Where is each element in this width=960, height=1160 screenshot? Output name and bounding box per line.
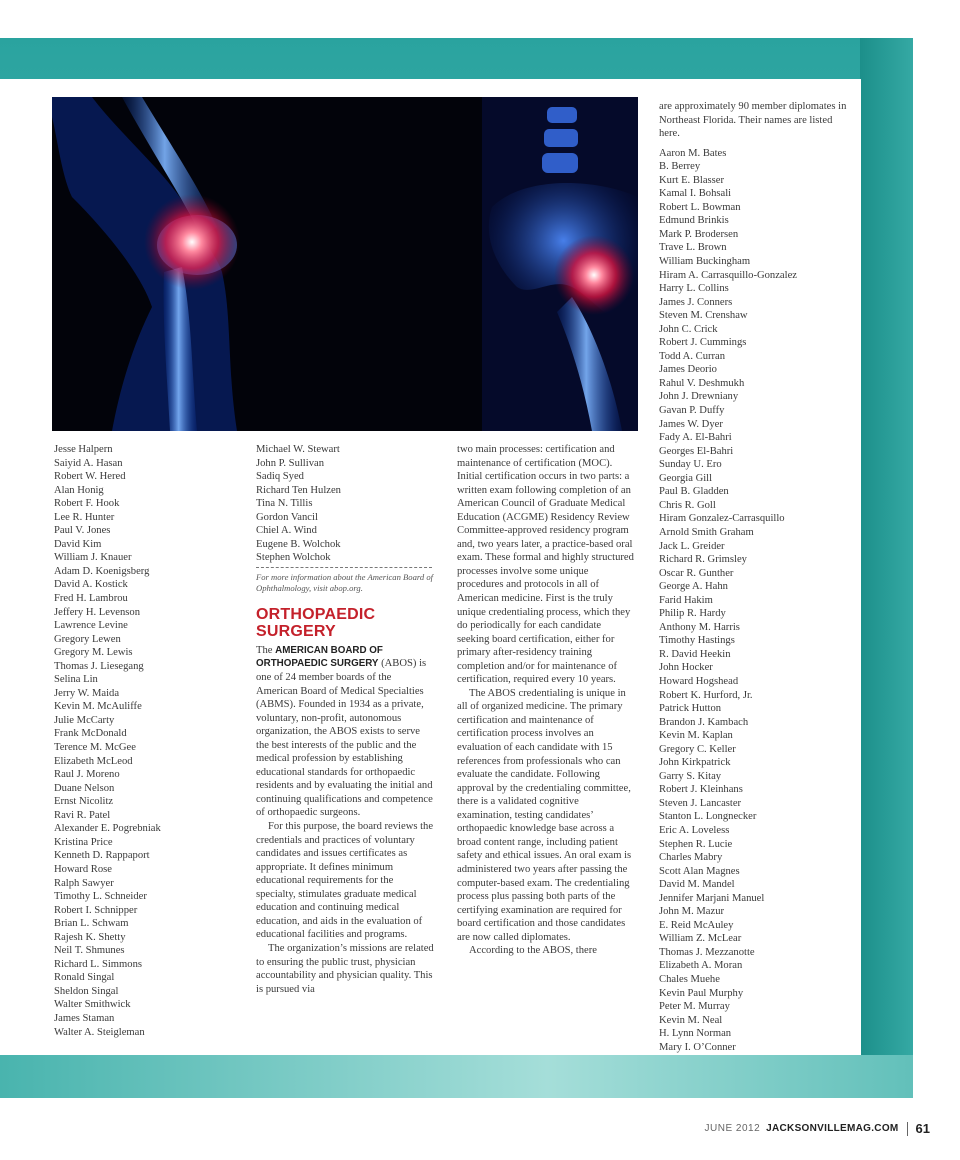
- name-entry: Jennifer Marjani Manuel: [659, 892, 765, 904]
- name-entry: Paul V. Jones: [54, 525, 111, 537]
- name-entry: David Kim: [54, 538, 102, 550]
- names-list: [659, 147, 854, 1055]
- name-entry: Timothy L. Schneider: [54, 891, 147, 903]
- name-entry: Sunday U. Ero: [659, 459, 722, 471]
- name-entry: Chris R. Goll: [659, 499, 716, 511]
- name-entry: B. Berrey: [659, 161, 701, 173]
- name-entry: Chiel A. Wind: [256, 525, 317, 537]
- name-entry: Ronald Singal: [54, 972, 115, 984]
- name-entry: Fred H. Lambrou: [54, 593, 128, 605]
- name-entry: Jeffery H. Levenson: [54, 606, 140, 618]
- name-entry: Gregory Lewen: [54, 633, 121, 645]
- name-entry: Tina N. Tillis: [256, 498, 313, 510]
- names-list: [256, 443, 434, 565]
- name-entry: Stephen Wolchok: [256, 552, 331, 564]
- name-entry: Kenneth D. Rappaport: [54, 850, 150, 862]
- name-entry: Farid Hakim: [659, 594, 713, 606]
- name-entry: Alexander E. Pogrebniak: [54, 823, 161, 835]
- name-entry: Ralph Sawyer: [54, 877, 114, 889]
- name-entry: Trave L. Brown: [659, 242, 727, 254]
- page-footer: [705, 1121, 930, 1136]
- name-entry: William Buckingham: [659, 256, 751, 268]
- name-entry: Robert J. Cummings: [659, 337, 747, 349]
- name-entry: Kurt E. Blasser: [659, 174, 725, 186]
- name-entry: Gavan P. Duffy: [659, 405, 725, 417]
- name-entry: Elizabeth McLeod: [54, 755, 133, 767]
- name-entry: Robert F. Hook: [54, 498, 120, 510]
- name-entry: Charles Mabry: [659, 852, 723, 864]
- name-entry: Stephen R. Lucie: [659, 838, 733, 850]
- name-entry: John Kirkpatrick: [659, 757, 731, 769]
- name-entry: Raul J. Moreno: [54, 769, 120, 781]
- name-entry: Thomas J. Liesegang: [54, 660, 144, 672]
- name-entry: James Deorio: [659, 364, 717, 376]
- name-entry: Howard Rose: [54, 863, 112, 875]
- name-entry: Kevin M. Kaplan: [659, 730, 733, 742]
- heading-line-2: SURGERY: [256, 622, 336, 640]
- name-entry: Neil T. Shmunes: [54, 945, 125, 957]
- name-entry: Georges El-Bahri: [659, 445, 734, 457]
- name-entry: Stanton L. Longnecker: [659, 811, 757, 823]
- name-entry: Ravi R. Patel: [54, 809, 111, 821]
- name-entry: Garry S. Kitay: [659, 770, 722, 782]
- name-entry: Kamal I. Bohsali: [659, 188, 732, 200]
- name-entry: Georgia Gill: [659, 472, 713, 484]
- name-entry: Peter M. Murray: [659, 1001, 730, 1013]
- more-info-note: For more information about the American Board of Ophthalmology, visit abop.org.: [256, 571, 434, 594]
- heading-line-1: ORTHOPAEDIC: [256, 605, 376, 623]
- name-entry: Brandon J. Kambach: [659, 716, 749, 728]
- name-entry: Jesse Halpern: [54, 444, 113, 455]
- name-entry: Howard Hogshead: [659, 675, 739, 687]
- name-entry: Todd A. Curran: [659, 350, 726, 362]
- site-link[interactable]: JACKSONVILLEMAG.COM: [766, 1123, 899, 1134]
- article-column-3: [457, 443, 635, 958]
- name-entry: Mark P. Brodersen: [659, 228, 739, 240]
- name-entry: Hiram Gonzalez-Carrasquillo: [659, 513, 785, 525]
- name-entry: William Z. McLear: [659, 933, 742, 945]
- name-entry: Duane Nelson: [54, 782, 115, 794]
- name-entry: Terence M. McGee: [54, 742, 136, 754]
- name-entry: Fady A. El-Bahri: [659, 432, 732, 444]
- name-entry: Kevin Paul Murphy: [659, 987, 744, 999]
- name-entry: Eric A. Loveless: [659, 824, 730, 836]
- name-entry: Steven M. Crenshaw: [659, 310, 748, 322]
- paragraph: The organization’s missions are related to ensuring the public trust, physician accountability and physician quality. This is pursued via: [256, 942, 434, 995]
- name-entry: Aaron M. Bates: [659, 147, 727, 159]
- name-entry: Ernst Nicolitz: [54, 796, 114, 808]
- paragraph: two main processes: certification and maintenance of certification (MOC). Initial certification occurs in two parts: a written exam following completion of an American Council of Graduate Medical Education (ACGME) Residency Review Committee-approved residency program and, two years later, a practice-based oral exam. These formal and highly structured processes involve some unique procedures and protocols in all of American medicine. First is the truly unique credentialing process, which they do periodically for each candidate seeking board certification, either for primary after-residency training completion and/or for maintenance of certification, required every 10 years.: [457, 444, 634, 686]
- name-entry: Steven J. Lancaster: [659, 797, 742, 809]
- name-entry: John J. Drewniany: [659, 391, 739, 403]
- name-entry: Kristina Price: [54, 836, 113, 848]
- name-entry: H. Lynn Norman: [659, 1028, 732, 1040]
- name-entry: Philip R. Hardy: [659, 608, 726, 620]
- paragraph: The ABOS credentialing is unique in all of organized medicine. The primary certification and maintenance of certification process involves an evaluation of each candidate with 15 references from professionals who can evaluate the candidate. Following approval by the credentialing committee, there is a validated cognitive examination, testing candidates’ orthopaedic knowledge base across a broad content range, including patient safety and ethical issues. An oral exam is administered two years after passing the computer-based exam. The credentialing process plus passing both parts of the certifying examination are required for board certification and those candidates are now called diplomates.: [457, 687, 632, 943]
- name-entry: John C. Crick: [659, 323, 718, 335]
- name-entry: Timothy Hastings: [659, 635, 735, 647]
- name-entry: Walter Smithwick: [54, 999, 131, 1011]
- name-entry: Selina Lin: [54, 674, 98, 686]
- name-entry: Thomas J. Mezzanotte: [659, 946, 755, 958]
- name-entry: Richard R. Grimsley: [659, 554, 747, 566]
- name-entry: Walter A. Steigleman: [54, 1026, 145, 1038]
- name-entry: Harry L. Collins: [659, 283, 729, 295]
- name-entry: Lee R. Hunter: [54, 511, 115, 523]
- paragraph: The AMERICAN BOARD OF ORTHOPAEDIC SURGERY (ABOS) is one of 24 member boards of the American Board of Medical Specialties (ABMS). Founded in 1934 as a private, voluntary, non-profit, autonomous organization, the ABOS exists to serve the best interests of the public and the medical profession by establishing educational standards for orthopaedic residents and by evaluating the initial and continuing qualifications and competence of orthopaedic surgeons.: [256, 644, 433, 819]
- section-heading: [256, 606, 434, 640]
- name-entry: E. Reid McAuley: [659, 919, 734, 931]
- name-entry: George A. Hahn: [659, 581, 728, 593]
- teal-bottom-strip: [0, 1055, 913, 1098]
- name-entry: Scott Alan Magnes: [659, 865, 740, 877]
- name-entry: Michael W. Stewart: [256, 444, 340, 455]
- ophthalmology-names-column-1: [54, 443, 244, 1039]
- orthopaedic-names-column: [659, 100, 854, 1054]
- teal-right-edge: [860, 38, 913, 1098]
- name-entry: John Hocker: [659, 662, 713, 674]
- name-entry: Kevin M. McAuliffe: [54, 701, 142, 713]
- diplomates-intro: are approximately 90 member diplomates in Northeast Florida. Their names are listed here.: [659, 101, 847, 140]
- name-entry: Anthony M. Harris: [659, 621, 740, 633]
- name-entry: Gregory M. Lewis: [54, 647, 133, 659]
- paragraph: For this purpose, the board reviews the credentials and practices of voluntary candidates and issues certificates as appropriate. It defines minimum educational requirements for the specialty, stimulates graduate medical education and continuing medical education, and aids in the evaluation of educational facilities and programs.: [256, 821, 434, 941]
- ophthalmology-names-column-2: [256, 443, 434, 996]
- name-entry: Alan Honig: [54, 484, 104, 496]
- name-entry: Jerry W. Maida: [54, 687, 120, 699]
- name-entry: Robert J. Kleinhans: [659, 784, 743, 796]
- page-number: 61: [915, 1121, 930, 1136]
- name-entry: Frank McDonald: [54, 728, 127, 740]
- name-entry: James J. Conners: [659, 296, 733, 308]
- name-entry: Rajesh K. Shetty: [54, 931, 126, 943]
- name-entry: John M. Mazur: [659, 906, 725, 918]
- name-entry: R. David Heekin: [659, 648, 731, 660]
- name-entry: Adam D. Koenigsberg: [54, 565, 150, 577]
- name-entry: Saiyid A. Hasan: [54, 457, 123, 469]
- name-entry: Chales Muehe: [659, 974, 720, 985]
- footer-divider: [907, 1122, 908, 1136]
- name-entry: Gregory C. Keller: [659, 743, 736, 755]
- dashed-divider: [256, 567, 432, 568]
- name-entry: Sadiq Syed: [256, 471, 304, 483]
- name-entry: Robert L. Bowman: [659, 201, 741, 213]
- name-entry: Mary I. O’Conner: [659, 1041, 736, 1053]
- paragraph: According to the ABOS, there: [469, 945, 597, 957]
- name-entry: Arnold Smith Graham: [659, 526, 754, 538]
- name-entry: Richard Ten Hulzen: [256, 484, 341, 496]
- name-entry: David M. Mandel: [659, 879, 735, 891]
- name-entry: William J. Knauer: [54, 552, 132, 564]
- name-entry: Gordon Vancil: [256, 511, 318, 523]
- name-entry: Edmund Brinkis: [659, 215, 729, 227]
- name-entry: Rahul V. Deshmukh: [659, 377, 745, 389]
- name-entry: James Staman: [54, 1012, 115, 1024]
- name-entry: Lawrence Levine: [54, 620, 128, 632]
- name-entry: David A. Kostick: [54, 579, 128, 591]
- name-entry: John P. Sullivan: [256, 457, 324, 469]
- name-entry: Eugene B. Wolchok: [256, 538, 341, 550]
- name-entry: Oscar R. Gunther: [659, 567, 734, 579]
- name-entry: Robert I. Schnipper: [54, 904, 138, 916]
- xray-knee-hip-photo: [52, 97, 638, 431]
- name-entry: James W. Dyer: [659, 418, 723, 430]
- name-entry: Paul B. Gladden: [659, 486, 729, 498]
- name-entry: Kevin M. Neal: [659, 1014, 723, 1026]
- name-entry: Hiram A. Carrasquillo-Gonzalez: [659, 269, 797, 281]
- name-entry: Patrick Hutton: [659, 703, 722, 715]
- name-entry: Robert W. Hered: [54, 471, 126, 483]
- name-entry: Robert K. Hurford, Jr.: [659, 689, 753, 701]
- name-entry: Elizabeth A. Moran: [659, 960, 743, 972]
- name-entry: Jack L. Greider: [659, 540, 725, 552]
- name-entry: Julie McCarty: [54, 714, 115, 726]
- name-entry: Sheldon Singal: [54, 985, 119, 997]
- name-entry: Brian L. Schwam: [54, 918, 129, 930]
- name-entry: Richard L. Simmons: [54, 958, 142, 970]
- issue-date: JUNE 2012: [704, 1123, 761, 1134]
